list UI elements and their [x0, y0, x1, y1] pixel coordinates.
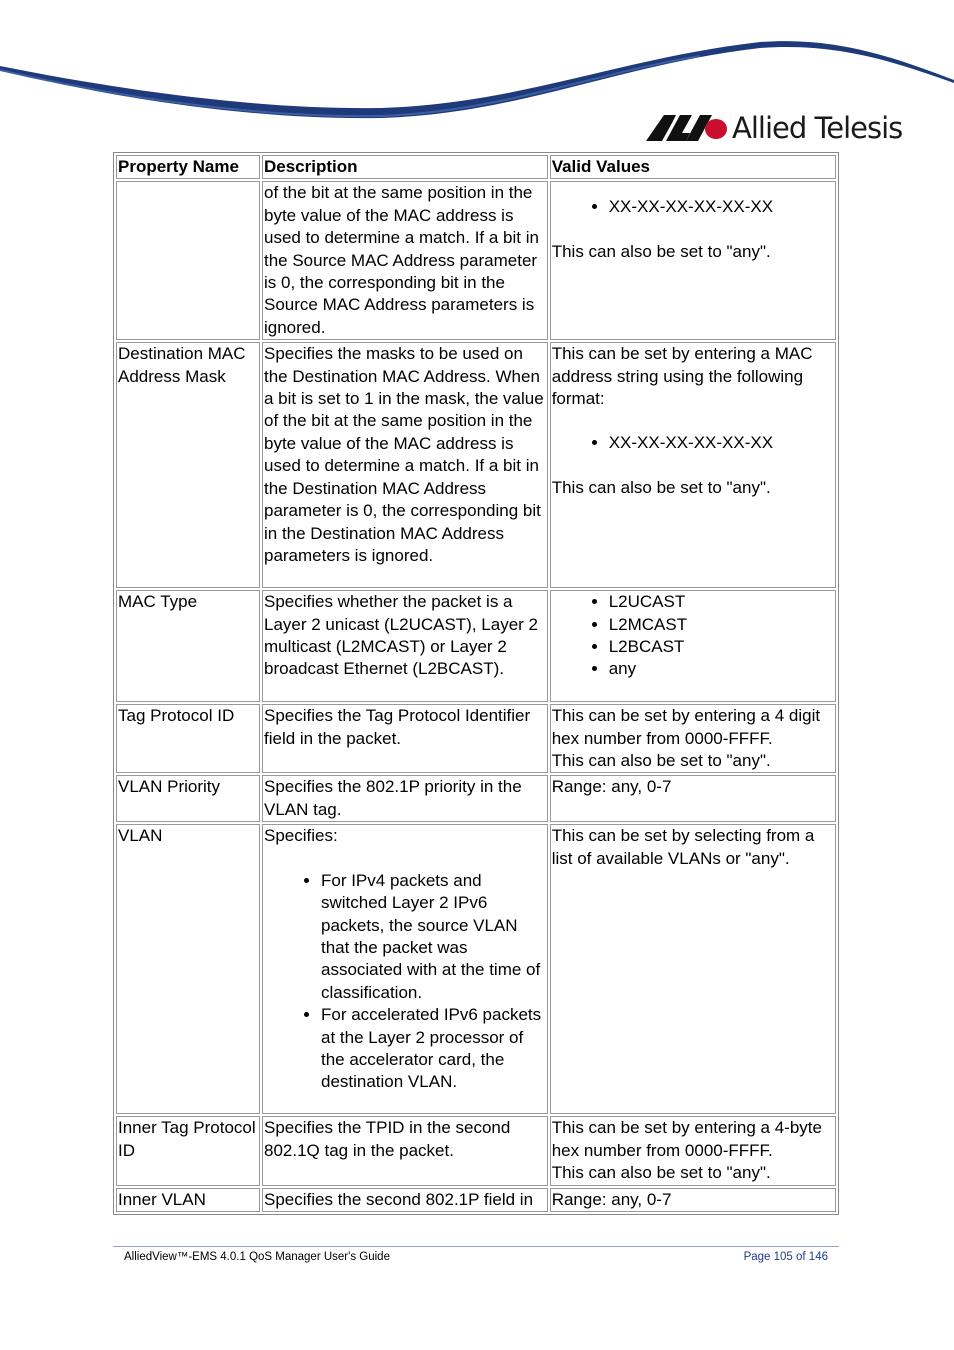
description-list [264, 870, 546, 1094]
property-values: Range: any, 0-7 [550, 1188, 836, 1212]
property-name [116, 181, 260, 340]
property-name: MAC Type [116, 590, 260, 702]
footer-divider [113, 1246, 839, 1247]
property-description: Specifies the second 802.1P field in [262, 1188, 548, 1212]
property-values [550, 181, 836, 340]
property-values: This can be set by selecting from a list of available VLANs or "any". [550, 824, 836, 1114]
values-list [552, 591, 834, 681]
list-item: • For accelerated IPv6 packets at the Layer 2 processor of the accelerator card, the destination VLAN. [321, 1004, 546, 1094]
property-description: Specifies whether the packet is a Layer 2 unicast (L2UCAST), Layer 2 multicast (L2MCAST) or Layer 2 broadcast Ethernet (L2BCAST). [262, 590, 548, 702]
values-list [552, 432, 834, 454]
property-values: Range: any, 0-7 [550, 775, 836, 822]
values-intro: This can be set by entering a MAC address string using the following format: [551, 344, 813, 409]
table-row [116, 824, 836, 1114]
table-row [116, 342, 836, 588]
values-note: This can also be set to "any". [551, 241, 771, 261]
list-item: • any [609, 658, 834, 680]
logo-text: Allied Telesis [732, 111, 903, 145]
property-name: VLAN [116, 824, 260, 1114]
footer-page-number: Page 105 of 146 [743, 1251, 828, 1263]
column-header-property-name: Property Name [116, 155, 260, 179]
allied-telesis-logo [646, 110, 902, 146]
table-row [116, 1188, 836, 1212]
property-name: Destination MAC Address Mask [116, 342, 260, 588]
property-name: VLAN Priority [116, 775, 260, 822]
property-description: Specifies the Tag Protocol Identifier field in the packet. [262, 704, 548, 773]
values-line: This can be set by entering a 4 digit hex number from 0000-FFFF. [551, 706, 821, 748]
property-values [550, 342, 836, 588]
list-item: • XX-XX-XX-XX-XX-XX [609, 432, 834, 454]
allied-telesis-logo-mark-icon [646, 113, 728, 143]
column-header-valid-values: Valid Values [550, 155, 836, 179]
table-row [116, 1116, 836, 1185]
values-line: This can also be set to "any". [551, 1163, 771, 1183]
table-header-row [116, 155, 836, 179]
properties-table [113, 152, 839, 1215]
values-note: This can also be set to "any". [551, 477, 771, 497]
property-name: Inner VLAN [116, 1188, 260, 1212]
column-header-description: Description [262, 155, 548, 179]
footer-document-title: AlliedView™-EMS 4.0.1 QoS Manager User's Guide [124, 1251, 390, 1263]
list-item: • For IPv4 packets and switched Layer 2 IPv6 packets, the source VLAN that the packet was associated with at the time of classification. [321, 870, 546, 1004]
property-name: Tag Protocol ID [116, 704, 260, 773]
list-item: • L2BCAST [609, 636, 834, 658]
list-item: • XX-XX-XX-XX-XX-XX [609, 196, 834, 218]
property-description: of the bit at the same position in the byte value of the MAC address is used to determine a match. If a bit in the Source MAC Address parameter is 0, the corresponding bit in the Source MAC Address parameters is ignored. [262, 181, 548, 340]
table-row [116, 775, 836, 822]
values-list [552, 196, 834, 218]
property-values [550, 704, 836, 773]
table-row [116, 590, 836, 702]
description-intro: Specifies: [263, 826, 338, 846]
list-item: • L2MCAST [609, 614, 834, 636]
values-line: This can be set by entering a 4-byte hex number from 0000-FFFF. [551, 1118, 822, 1160]
property-values [550, 1116, 836, 1185]
list-item: • L2UCAST [609, 591, 834, 613]
property-description: Specifies the masks to be used on the Destination MAC Address. When a bit is set to 1 in the mask, the value of the bit at the same position in the byte value of the MAC address is used to determine a match. If a bit in the Destination MAC Address parameter is 0, the corresponding bit in the Destination MAC Address parameters is ignored. [262, 342, 548, 588]
property-description [262, 824, 548, 1114]
table-row [116, 704, 836, 773]
table-row [116, 181, 836, 340]
property-values [550, 590, 836, 702]
property-description: Specifies the 802.1P priority in the VLAN tag. [262, 775, 548, 822]
values-line: This can also be set to "any". [551, 751, 771, 771]
property-name: Inner Tag Protocol ID [116, 1116, 260, 1185]
property-description: Specifies the TPID in the second 802.1Q tag in the packet. [262, 1116, 548, 1185]
